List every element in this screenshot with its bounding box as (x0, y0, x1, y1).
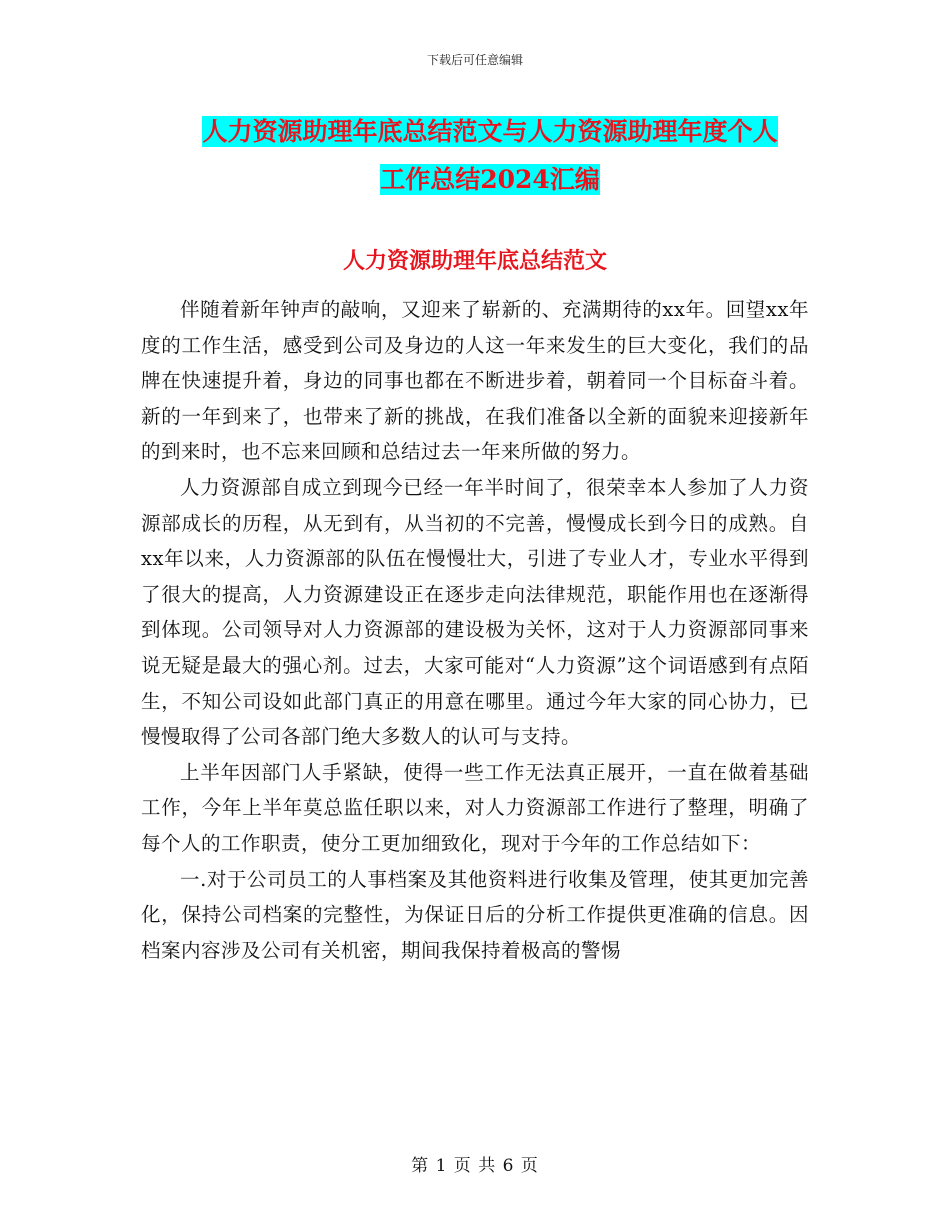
document-title (140, 108, 840, 204)
paragraph: 人力资源部自成立到现今已经一年半时间了，很荣幸本人参加了人力资源部成长的历程，从无到有，从当初的不完善，慢慢成长到今日的成熟。自xx年以来，人力资源部的队伍在慢慢壮大，引进了专业人才，专业水平得到了很大的提高，人力资源建设正在逐步走向法律规范，职能作用也在逐渐得到体现。公司领导对人力资源部的建设极为关怀，这对于人力资源部同事来说无疑是最大的强心剂。过去，大家可能对“人力资源”这个词语感到有点陌生，不知公司设如此部门真正的用意在哪里。通过今年大家的同心协力，已慢慢取得了公司各部门绝大多数人的认可与支持。 (141, 475, 809, 749)
section-heading: 人力资源助理年底总结范文 (342, 248, 607, 274)
page-number-footer: 第 1 页 共 6 页 (411, 1156, 539, 1176)
paragraph: 一.对于公司员工的人事档案及其他资料进行收集及管理，使其更加完善化，保持公司档案的完整性，为保证日后的分析工作提供更准确的信息。因档案内容涉及公司有关机密，期间我保持着极高的警惕 (141, 867, 809, 962)
paragraph: 伴随着新年钟声的敲响，又迎来了崭新的、充满期待的xx年。回望xx年度的工作生活，感受到公司及身边的人这一年来发生的巨大变化，我们的品牌在快速提升着，身边的同事也都在不断进步着，朝着同一个目标奋斗着。新的一年到来了，也带来了新的挑战，在我们准备以全新的面貌来迎接新年的到来时，也不忘来回顾和总结过去一年来所做的努力。 (141, 298, 809, 464)
document-body (141, 292, 809, 968)
paragraph: 上半年因部门人手紧缺，使得一些工作无法真正展开，一直在做着基础工作，今年上半年莫总监任职以来，对人力资源部工作进行了整理，明确了每个人的工作职责，使分工更加细致化，现对于今年的工作总结如下： (141, 760, 809, 855)
page-header: 下载后可任意编辑 (426, 53, 523, 67)
title-line-1: 人力资源助理年底总结范文与人力资源助理年度个人 (202, 117, 778, 146)
title-line-2: 工作总结2024汇编 (380, 165, 600, 194)
